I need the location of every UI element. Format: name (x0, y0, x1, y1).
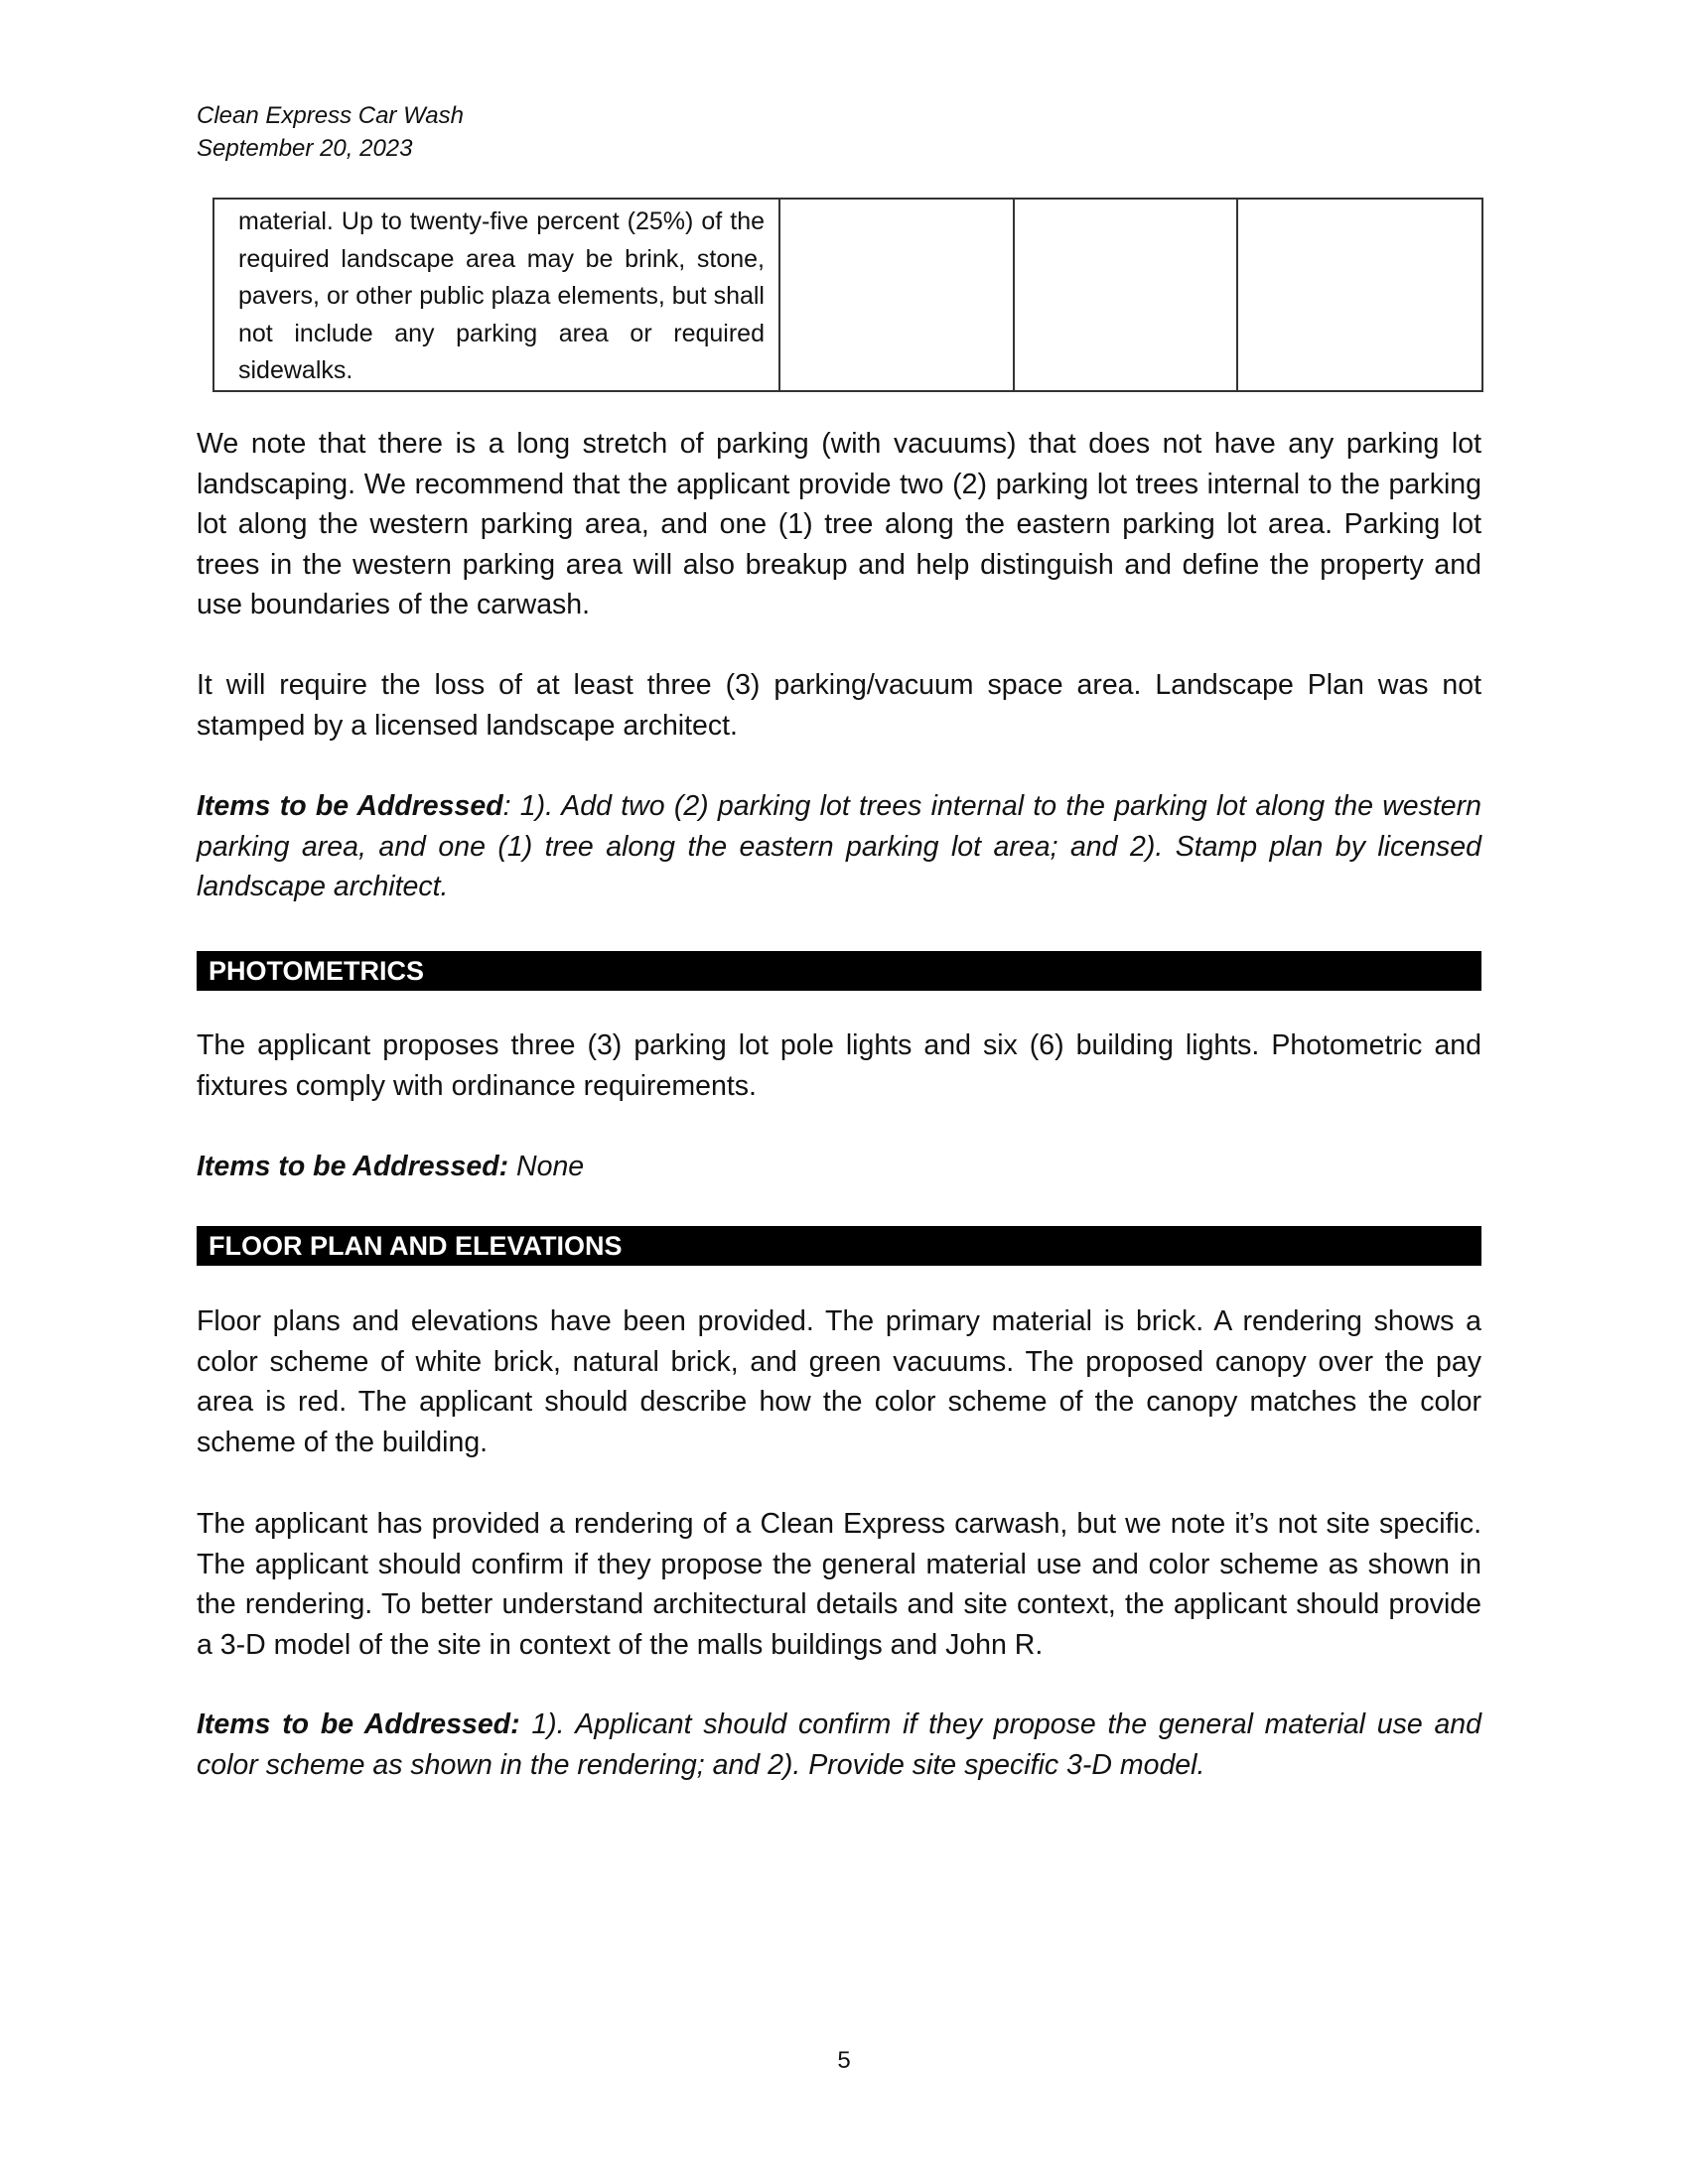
photometrics-heading: PHOTOMETRICS (197, 951, 1481, 991)
items-text: : 1). Add two (2) parking lot trees internal to the parking lot along the western parking area, and one (1) tree along the eastern parking lot area; and 2). Stamp plan by licensed landscape architect. (197, 790, 1481, 902)
document-header (197, 99, 464, 165)
header-date: September 20, 2023 (197, 135, 413, 162)
photometrics-paragraph: The applicant proposes three (3) parking lot pole lights and six (6) building lights. Photometric and fixtures comply with ordinance requirements. (197, 1029, 1481, 1102)
requirement-text: material. Up to twenty-five percent (25%) of the required landscape area may be brink, stone, pavers, or other public plaza elements, but shall not include any parking area or required sidewalks. (238, 207, 765, 384)
items-text: None (508, 1151, 585, 1182)
table-cell-requirement (213, 199, 779, 391)
floor-plan-paragraph-1: Floor plans and elevations have been provided. The primary material is brick. A rendering shows a color scheme of white brick, natural brick, and green vacuums. The proposed canopy over the pay area is red. The applicant should describe how the color scheme of the canopy matches the color scheme of the building. (197, 1305, 1481, 1458)
table-cell-empty (1014, 199, 1237, 391)
floor-plan-items-to-address (197, 1705, 1481, 1785)
table-cell-empty (1237, 199, 1482, 391)
requirements-table (212, 198, 1483, 392)
landscape-items-to-address (197, 786, 1481, 907)
table-row (213, 199, 1482, 391)
header-title: Clean Express Car Wash (197, 102, 464, 129)
landscape-paragraph-1: We note that there is a long stretch of parking (with vacuums) that does not have any parking lot landscaping. We recommend that the applicant provide two (2) parking lot trees internal to the parking lot along the western parking area, and one (1) tree along the eastern parking lot area. Parking lot trees in the western parking area will also breakup and help distinguish and define the property and use boundaries of the carwash. (197, 428, 1481, 620)
page-number: 5 (837, 2047, 851, 2074)
floor-plan-heading: FLOOR PLAN AND ELEVATIONS (197, 1226, 1481, 1266)
landscape-paragraph-2: It will require the loss of at least three (3) parking/vacuum space area. Landscape Plan was not stamped by a licensed landscape architect. (197, 669, 1481, 742)
photometrics-items-to-address (197, 1147, 1481, 1187)
floor-plan-paragraph-2: The applicant has provided a rendering of a Clean Express carwash, but we note it’s not site specific. The applicant should confirm if they propose the general material use and color scheme as shown in the rendering. To better understand architectural details and site context, the applicant should provide a 3-D model of the site in context of the malls buildings and John R. (197, 1508, 1481, 1661)
table-cell-empty (779, 199, 1014, 391)
items-label: Items to be Addressed: (197, 1708, 520, 1740)
items-label: Items to be Addressed (197, 790, 503, 822)
items-text: 1). Applicant should confirm if they propose the general material use and color scheme as shown in the rendering; and 2). Provide site specific 3-D model. (197, 1708, 1481, 1781)
items-label: Items to be Addressed: (197, 1151, 509, 1182)
